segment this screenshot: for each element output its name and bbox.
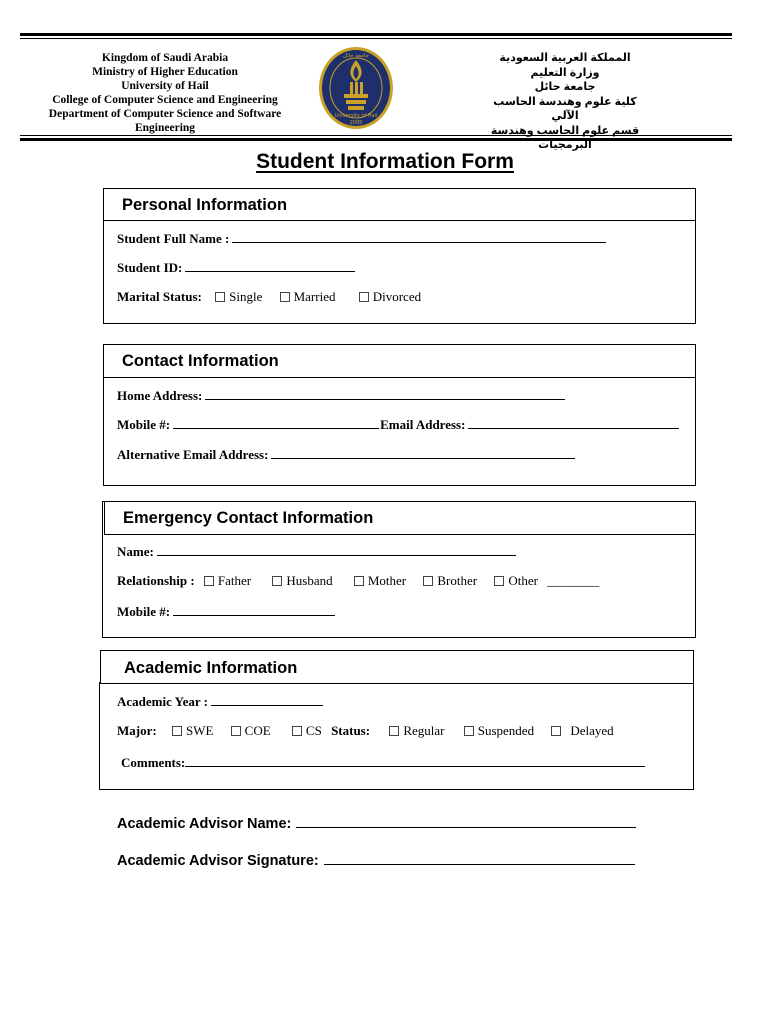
header-arabic-block bbox=[480, 51, 650, 153]
checkbox-icon[interactable] bbox=[204, 576, 214, 586]
full-name-field[interactable] bbox=[232, 230, 606, 243]
checkbox-icon[interactable] bbox=[215, 292, 225, 302]
header-arabic-line: المملكة العربية السعودية bbox=[499, 52, 631, 64]
checkbox-icon[interactable] bbox=[354, 576, 364, 586]
full-name-row bbox=[117, 230, 606, 247]
option-label: Regular bbox=[403, 723, 445, 738]
academic-year-field[interactable] bbox=[211, 693, 323, 706]
header-english-block bbox=[30, 51, 300, 135]
marital-option-married[interactable] bbox=[280, 289, 336, 305]
option-label: Father bbox=[217, 573, 252, 588]
checkbox-icon[interactable] bbox=[292, 726, 302, 736]
major-option-swe[interactable] bbox=[172, 723, 213, 739]
checkbox-icon[interactable] bbox=[231, 726, 241, 736]
form-title: Student Information Form bbox=[256, 150, 514, 173]
option-label: COE bbox=[244, 723, 271, 738]
alt-email-row bbox=[117, 446, 575, 463]
checkbox-icon[interactable] bbox=[272, 576, 282, 586]
alt-email-label: Alternative Email Address: bbox=[117, 447, 269, 462]
option-label: Single bbox=[229, 289, 263, 304]
status-option-suspended[interactable] bbox=[464, 723, 534, 739]
logo-arabic-text: جامعة حائل bbox=[342, 53, 370, 59]
checkbox-icon[interactable] bbox=[494, 576, 504, 586]
header-arabic-line: وزارة التعليم bbox=[530, 66, 600, 79]
academic-section-header bbox=[100, 650, 694, 684]
header-arabic-line: جامعة حائل bbox=[534, 81, 596, 93]
university-logo bbox=[318, 46, 394, 130]
home-address-field[interactable] bbox=[205, 387, 565, 400]
advisor-signature-row bbox=[117, 850, 635, 869]
header-english-line: Department of Computer Science and Software Engineering bbox=[48, 108, 282, 134]
status-option-regular[interactable] bbox=[389, 723, 444, 739]
emergency-mobile-row bbox=[117, 603, 335, 620]
header-top-rule bbox=[20, 33, 732, 36]
emergency-mobile-label: Mobile #: bbox=[117, 604, 171, 619]
option-label: Other bbox=[508, 573, 538, 588]
checkbox-icon[interactable] bbox=[464, 726, 474, 736]
emergency-name-label: Name: bbox=[117, 544, 154, 559]
contact-heading: Contact Information bbox=[122, 352, 279, 370]
advisor-name-row bbox=[117, 813, 636, 832]
personal-heading: Personal Information bbox=[122, 196, 288, 214]
marital-option-single[interactable] bbox=[215, 289, 262, 305]
academic-year-label: Academic Year : bbox=[117, 694, 208, 709]
university-seal-icon bbox=[318, 46, 394, 130]
header-english-line: Ministry of Higher Education bbox=[92, 66, 238, 78]
student-id-row bbox=[117, 259, 355, 276]
header-arabic-line: كلية علوم وهندسة الحاسب الآلي bbox=[493, 95, 637, 122]
status-label: Status: bbox=[331, 723, 371, 738]
major-option-coe[interactable] bbox=[231, 723, 271, 739]
student-id-field[interactable] bbox=[185, 259, 355, 272]
home-address-row bbox=[117, 387, 565, 404]
academic-year-row bbox=[117, 693, 323, 710]
emergency-name-row bbox=[117, 543, 516, 560]
email-address-field[interactable] bbox=[468, 416, 679, 429]
emergency-mobile-field[interactable] bbox=[173, 603, 335, 616]
relationship-option-brother[interactable] bbox=[423, 573, 477, 589]
relationship-option-other[interactable] bbox=[494, 573, 538, 589]
header-english-line: University of Hail bbox=[121, 80, 209, 92]
comments-row bbox=[121, 754, 645, 771]
option-label: CS bbox=[305, 723, 322, 738]
personal-section-header bbox=[103, 188, 696, 221]
relationship-row bbox=[117, 573, 599, 589]
checkbox-icon[interactable] bbox=[551, 726, 561, 736]
logo-year-text: 2005 bbox=[349, 120, 363, 126]
major-option-cs[interactable] bbox=[292, 723, 322, 739]
checkbox-icon[interactable] bbox=[389, 726, 399, 736]
option-label: SWE bbox=[185, 723, 214, 738]
relationship-option-husband[interactable] bbox=[272, 573, 332, 589]
marital-option-divorced[interactable] bbox=[359, 289, 421, 305]
relationship-label: Relationship : bbox=[117, 573, 195, 588]
checkbox-icon[interactable] bbox=[280, 292, 290, 302]
advisor-signature-field[interactable] bbox=[324, 850, 635, 865]
comments-label: Comments: bbox=[121, 755, 186, 770]
advisor-name-label: Academic Advisor Name: bbox=[117, 816, 292, 832]
contact-section-header bbox=[103, 344, 696, 378]
checkbox-icon[interactable] bbox=[423, 576, 433, 586]
checkbox-icon[interactable] bbox=[172, 726, 182, 736]
header-arabic-line: قسم علوم الحاسب وهندسة البرمجيات bbox=[490, 124, 640, 151]
advisor-signature-label: Academic Advisor Signature: bbox=[117, 853, 319, 869]
contact-mobile-field[interactable] bbox=[173, 416, 379, 429]
academic-heading: Academic Information bbox=[124, 659, 298, 677]
comments-field[interactable] bbox=[185, 754, 645, 767]
emergency-section-header bbox=[104, 501, 696, 535]
home-address-label: Home Address: bbox=[117, 388, 203, 403]
relationship-option-mother[interactable] bbox=[354, 573, 406, 589]
contact-mobile-label: Mobile #: bbox=[117, 417, 171, 432]
advisor-name-field[interactable] bbox=[296, 813, 636, 828]
checkbox-icon[interactable] bbox=[359, 292, 369, 302]
emergency-heading: Emergency Contact Information bbox=[123, 509, 374, 527]
emergency-name-field[interactable] bbox=[157, 543, 516, 556]
option-label: Mother bbox=[367, 573, 407, 588]
major-label: Major: bbox=[117, 723, 157, 738]
logo-english-text: University of Hail bbox=[334, 113, 378, 119]
relationship-option-father[interactable] bbox=[204, 573, 251, 589]
student-id-label: Student ID: bbox=[117, 260, 183, 275]
option-label: Brother bbox=[437, 573, 478, 588]
option-label: Husband bbox=[286, 573, 333, 588]
status-option-delayed[interactable] bbox=[551, 723, 613, 739]
option-label: Delayed bbox=[570, 723, 614, 738]
major-status-row bbox=[117, 723, 628, 739]
marital-status-label: Marital Status: bbox=[117, 289, 202, 304]
full-name-label: Student Full Name : bbox=[117, 231, 230, 246]
option-label: Divorced bbox=[372, 289, 422, 304]
header-english-line: College of Computer Science and Engineering bbox=[52, 94, 278, 106]
option-label: Married bbox=[293, 289, 336, 304]
marital-status-row bbox=[117, 289, 435, 305]
other-relationship-field[interactable]: ________ bbox=[547, 573, 600, 588]
email-address-label: Email Address: bbox=[380, 417, 466, 432]
option-label: Suspended bbox=[477, 723, 535, 738]
header-top-rule-thin bbox=[20, 38, 732, 39]
alt-email-field[interactable] bbox=[271, 446, 575, 459]
mobile-email-row bbox=[117, 416, 679, 433]
header-english-line: Kingdom of Saudi Arabia bbox=[101, 52, 229, 64]
